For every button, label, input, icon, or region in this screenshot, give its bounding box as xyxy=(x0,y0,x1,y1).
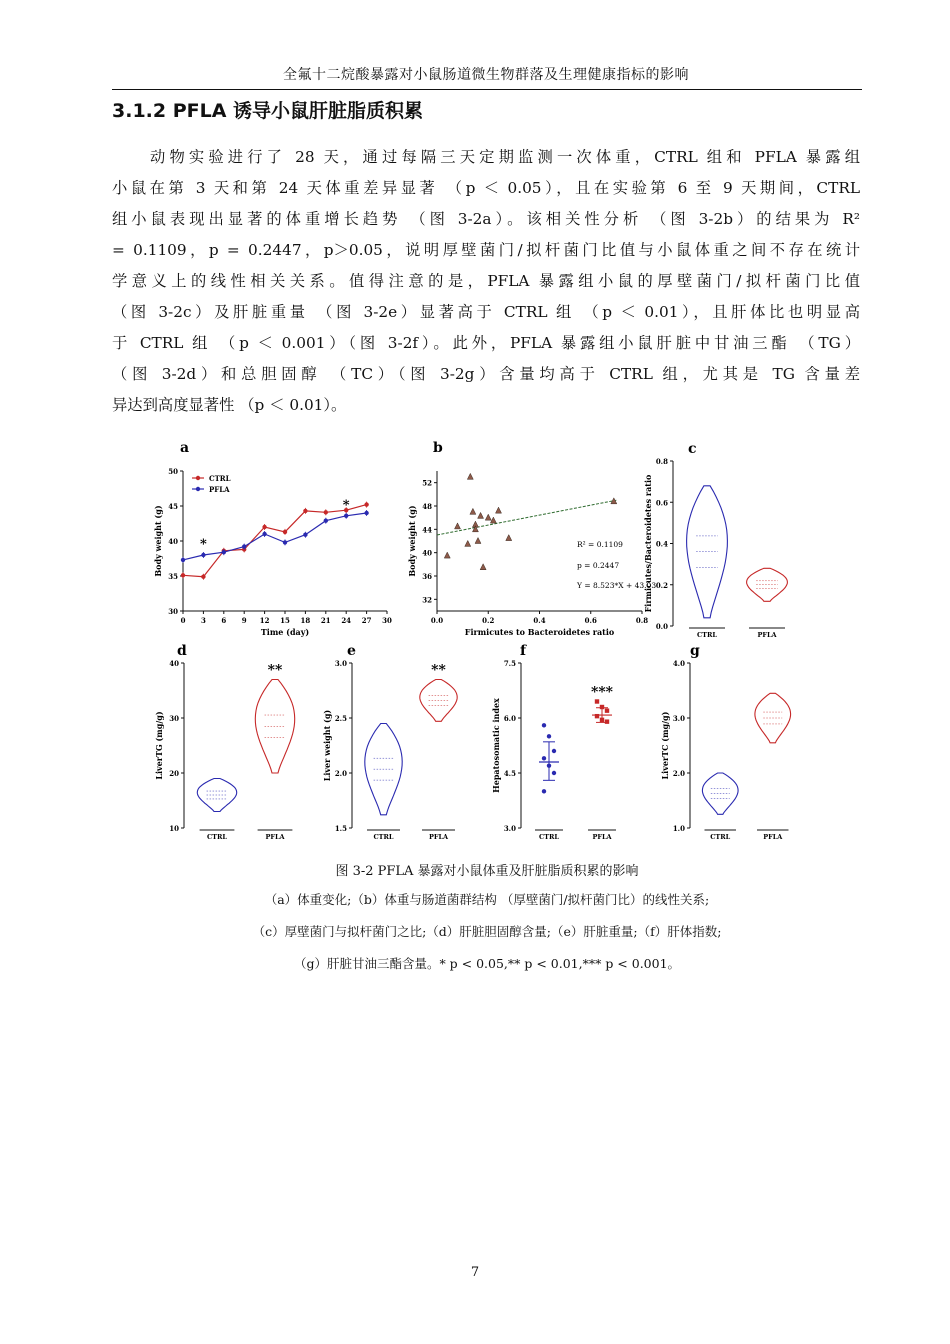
panel-label: f xyxy=(520,643,527,659)
data-point-pfla xyxy=(605,719,609,723)
data-point-ctrl xyxy=(283,530,287,534)
y-tick-label: 36 xyxy=(422,572,432,581)
data-point-ctrl xyxy=(552,749,556,753)
body-paragraph xyxy=(112,142,860,421)
data-point-pfla xyxy=(283,540,287,544)
x-tick-label: 24 xyxy=(341,616,352,625)
y-tick-label: 2.0 xyxy=(672,769,685,778)
y-tick-label: 52 xyxy=(422,478,432,488)
x-category-label: CTRL xyxy=(697,631,717,639)
y-tick-label: 32 xyxy=(422,595,432,605)
y-tick-label: 30 xyxy=(169,714,179,723)
y-tick-label: 0.6 xyxy=(655,498,668,508)
figure-caption-line: （a）体重变化;（b）体重与肠道菌群结构 （厚壁菌门/拟杆菌门比）的线性关系; xyxy=(264,892,710,907)
y-axis-label: Body weight (g) xyxy=(153,505,163,577)
data-point-pfla xyxy=(181,558,185,562)
scatter-point xyxy=(480,564,486,570)
header-rule xyxy=(112,89,862,90)
scatter-point xyxy=(455,523,461,529)
x-tick-label: 0.0 xyxy=(430,616,444,625)
data-point-ctrl xyxy=(542,789,546,793)
stat-annotation: p = 0.2447 xyxy=(577,561,620,570)
y-tick-label: 1.0 xyxy=(672,824,685,833)
significance-marker: *** xyxy=(591,684,613,701)
panel-label: e xyxy=(347,643,356,659)
data-point-ctrl xyxy=(364,502,368,506)
data-point-pfla xyxy=(242,544,246,548)
body-line: 动物实验进行了 28 天，通过每隔三天定期监测一次体重，CTRL 组和 PFLA 暴露组 xyxy=(150,148,860,166)
y-tick-label: 50 xyxy=(168,467,178,476)
y-tick-label: 4.0 xyxy=(672,659,685,668)
x-category-label: PFLA xyxy=(592,833,612,841)
data-point-pfla xyxy=(222,550,226,554)
x-tick-label: 9 xyxy=(241,616,247,625)
data-point-ctrl xyxy=(542,723,546,727)
stat-annotation: R² = 0.1109 xyxy=(577,540,623,549)
panel-label: a xyxy=(180,440,190,456)
series-line-pfla xyxy=(183,513,367,560)
y-tick-label: 3.0 xyxy=(503,824,516,833)
scatter-point xyxy=(465,540,471,546)
legend-marker xyxy=(196,487,200,491)
y-tick-label: 2.5 xyxy=(334,714,347,723)
significance-marker: * xyxy=(199,537,207,552)
y-axis-label: Firmicutes/Bacteroidetes ratio xyxy=(643,474,653,613)
figure-caption-line: （g）肝脏甘油三酯含量。* p < 0.05,** p < 0.01,*** p < 0.001。 xyxy=(293,956,681,971)
y-tick-label: 1.5 xyxy=(334,824,347,833)
figure-3-2 xyxy=(140,430,820,845)
x-tick-label: 27 xyxy=(361,616,372,625)
scatter-point xyxy=(496,507,502,513)
scatter-point xyxy=(444,552,450,558)
y-tick-label: 35 xyxy=(168,572,178,581)
data-point-pfla xyxy=(605,708,609,712)
panel-label: d xyxy=(177,643,187,659)
panel-label: c xyxy=(688,441,697,457)
legend-label: PFLA xyxy=(209,485,230,494)
stat-annotation: Y = 8.523*X + 43.03 xyxy=(577,581,657,590)
significance-marker: * xyxy=(342,497,350,513)
violin-ctrl xyxy=(687,486,728,618)
y-tick-label: 44 xyxy=(422,525,432,535)
figure-caption-title: 图 3-2 PFLA 暴露对小鼠体重及肝脏脂质积累的影响 xyxy=(335,864,639,879)
x-category-label: CTRL xyxy=(373,833,394,841)
body-line: = 0.1109，p = 0.2447，p＞0.05，说明厚壁菌门/拟杆菌门比值与小鼠体重之间不存在统计 xyxy=(112,241,860,259)
section-heading: 3.1.2 PFLA 诱导小鼠肝脏脂质积累 xyxy=(112,100,424,122)
data-point-ctrl xyxy=(324,510,328,514)
y-tick-label: 4.5 xyxy=(503,769,516,778)
body-line: 小鼠在第 3 天和第 24 天体重差异显著 （p ＜ 0.05），且在实验第 6 至 9 天期间，CTRL xyxy=(112,179,860,197)
data-point-pfla xyxy=(262,532,266,536)
x-tick-label: 0.4 xyxy=(533,616,546,625)
scatter-point xyxy=(478,512,484,518)
x-tick-label: 21 xyxy=(320,616,331,625)
x-category-label: PFLA xyxy=(428,833,449,841)
x-tick-label: 0.6 xyxy=(584,616,597,625)
x-tick-label: 12 xyxy=(259,616,270,625)
figure-caption-line: （c）厚壁菌门与拟杆菌门之比;（d）肝脏胆固醇含量;（e）肝脏重量;（f）肝体指数; xyxy=(252,924,722,939)
data-point-ctrl xyxy=(201,575,205,579)
y-axis-label: LiverTG (mg/g) xyxy=(154,711,164,780)
data-point-pfla xyxy=(364,511,368,515)
x-axis-label: Firmicutes to Bacteroidetes ratio xyxy=(464,627,615,637)
panel-label: b xyxy=(433,440,443,456)
data-point-ctrl xyxy=(181,573,185,577)
x-tick-label: 18 xyxy=(300,616,311,625)
body-line: （图 3-2c）及肝脏重量 （图 3-2e）显著高于 CTRL 组 （p ＜ 0.01），且肝体比也明显高 xyxy=(112,303,860,321)
x-category-label: PFLA xyxy=(265,833,285,841)
x-axis-label: Time (day) xyxy=(260,627,310,637)
x-tick-label: 0.2 xyxy=(482,616,495,625)
series-line-ctrl xyxy=(183,505,367,577)
legend-label: CTRL xyxy=(209,474,231,483)
x-category-label: CTRL xyxy=(710,833,731,841)
scatter-point xyxy=(475,538,481,544)
y-tick-label: 30 xyxy=(168,607,178,616)
data-point-pfla xyxy=(201,553,205,557)
scatter-point xyxy=(467,473,473,479)
regression-line xyxy=(437,500,616,535)
body-line: 学意义上的线性相关关系。值得注意的是，PFLA 暴露组小鼠的厚壁菌门/拟杆菌门比值 xyxy=(112,272,860,290)
data-point-ctrl xyxy=(547,734,551,738)
data-point-ctrl xyxy=(552,771,556,775)
data-point-ctrl xyxy=(542,756,546,760)
y-tick-label: 10 xyxy=(169,824,179,833)
y-tick-label: 0.2 xyxy=(655,580,668,590)
data-point-pfla xyxy=(344,514,348,518)
y-tick-label: 3.0 xyxy=(334,659,347,668)
x-category-label: PFLA xyxy=(763,833,783,841)
scatter-point xyxy=(506,535,512,541)
significance-marker: ** xyxy=(431,662,446,679)
scatter-point xyxy=(485,514,491,520)
body-line: （图 3-2d）和总胆固醇 （TC）（图 3-2g）含量均高于 CTRL 组，尤其是 TG 含量差 xyxy=(112,365,860,383)
running-header: 全氟十二烷酸暴露对小鼠肠道微生物群落及生理健康指标的影响 xyxy=(283,67,689,83)
page-number: 7 xyxy=(470,1265,480,1280)
y-tick-label: 0.4 xyxy=(655,539,668,549)
body-line: 组小鼠表现出显著的体重增长趋势 （图 3-2a）。该相关性分析 （图 3-2b）的结果为 R² xyxy=(112,210,860,228)
x-tick-label: 0.8 xyxy=(635,616,649,625)
violin-pfla xyxy=(747,568,788,601)
body-line: 异达到高度显著性 （p ＜ 0.01）。 xyxy=(112,396,347,414)
y-tick-label: 40 xyxy=(422,548,432,558)
x-tick-label: 3 xyxy=(200,616,206,625)
y-axis-label: Liver weight (g) xyxy=(322,709,332,782)
y-tick-label: 40 xyxy=(169,659,179,668)
y-tick-label: 7.5 xyxy=(503,659,516,668)
y-tick-label: 48 xyxy=(422,502,432,511)
x-category-label: PFLA xyxy=(757,631,777,639)
x-category-label: CTRL xyxy=(539,833,559,841)
x-category-label: CTRL xyxy=(207,833,227,841)
x-tick-label: 6 xyxy=(221,616,227,625)
data-point-ctrl xyxy=(303,509,307,513)
y-axis-label: Hepatosomatic index xyxy=(491,698,501,793)
y-tick-label: 0.0 xyxy=(655,622,668,631)
data-point-pfla xyxy=(303,533,307,537)
data-point-pfla xyxy=(324,519,328,523)
y-tick-label: 2.0 xyxy=(334,769,347,778)
y-tick-label: 20 xyxy=(169,769,179,778)
legend-marker xyxy=(196,476,200,480)
x-tick-label: 15 xyxy=(280,616,290,625)
data-point-ctrl xyxy=(262,525,266,529)
y-tick-label: 45 xyxy=(168,502,178,511)
scatter-point xyxy=(470,508,476,514)
y-tick-label: 6.0 xyxy=(503,714,516,723)
y-tick-label: 40 xyxy=(168,537,178,546)
y-axis-label: Body weight (g) xyxy=(407,505,417,577)
body-line: 于 CTRL 组 （p ＜ 0.001）（图 3-2f）。此外，PFLA 暴露组小鼠肝脏中甘油三酯 （TG） xyxy=(112,334,860,352)
significance-marker: ** xyxy=(267,662,283,679)
panel-label: g xyxy=(690,643,700,659)
x-tick-label: 30 xyxy=(382,616,392,625)
x-tick-label: 0 xyxy=(180,616,186,625)
y-tick-label: 0.8 xyxy=(655,457,668,466)
y-axis-label: LiverTC (mg/g) xyxy=(660,711,670,780)
y-tick-label: 3.0 xyxy=(672,714,685,723)
